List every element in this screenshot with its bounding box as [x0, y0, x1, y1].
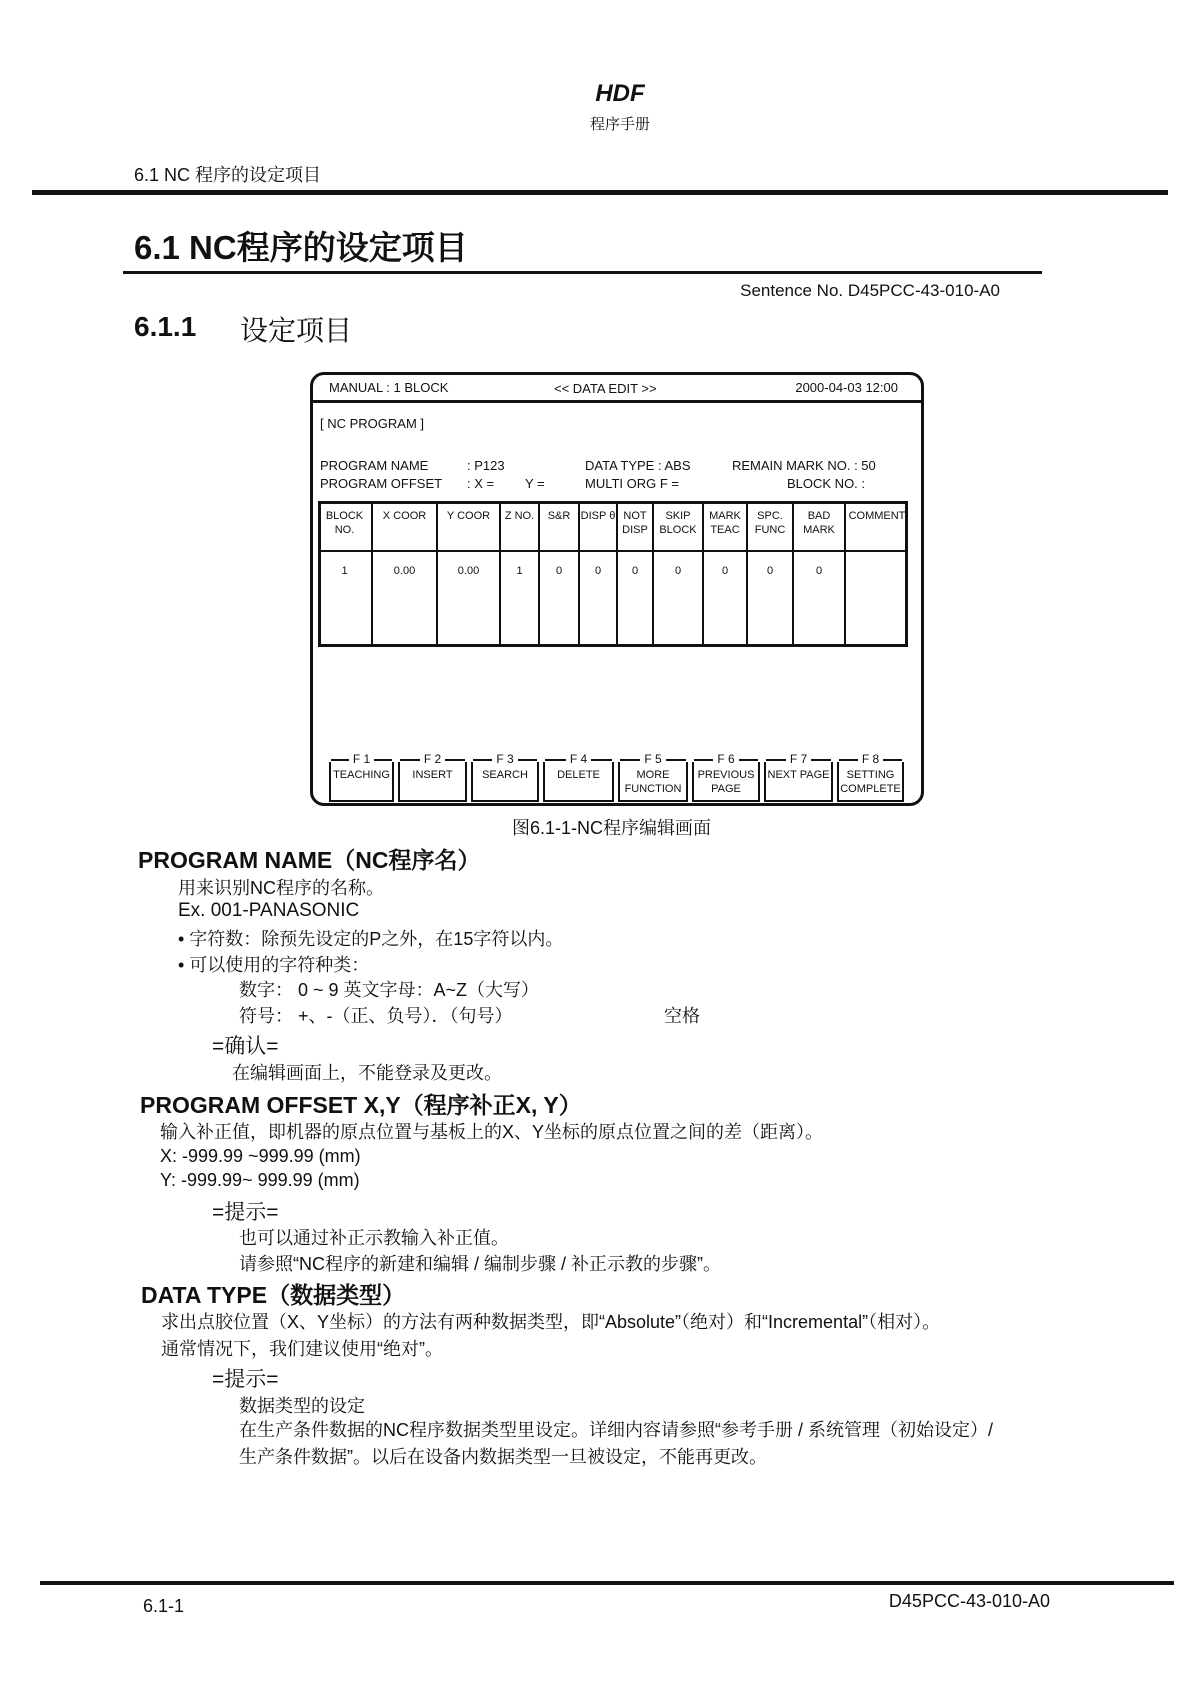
header-rule [32, 190, 1168, 195]
function-key-label: NEXT PAGE [767, 769, 830, 781]
program-name-label: PROGRAM NAME [320, 458, 429, 473]
remain-mark: REMAIN MARK NO. : 50 [732, 458, 876, 473]
table-cell[interactable]: 0.00 [371, 552, 436, 645]
pn-symbols: 符号： +、-（正、负号）．（句号） [239, 1006, 513, 1026]
program-name-value[interactable]: : P123 [467, 458, 505, 473]
function-key-1[interactable] [329, 752, 394, 802]
column-header: SPC. FUNC [746, 503, 792, 550]
data-type-heading: DATA TYPE（数据类型） [141, 1282, 406, 1308]
function-key-label: PREVIOUS PAGE [697, 769, 755, 795]
po-hint-1: 也可以通过补正示教输入补正值。 [239, 1228, 509, 1248]
footer-page: 6.1-1 [143, 1596, 185, 1616]
function-key-number: F 3 [473, 753, 537, 765]
function-key-label: TEACHING [333, 769, 390, 781]
table-cell[interactable]: 1 [499, 552, 538, 645]
table-cell[interactable]: 0 [746, 552, 792, 645]
function-key-label: MORE FUNCTION [624, 769, 682, 795]
column-header: X COOR [371, 503, 436, 550]
column-header: Z NO. [499, 503, 538, 550]
column-header: S&R [538, 503, 578, 550]
table-cell[interactable]: 0 [538, 552, 578, 645]
function-key-label: INSERT [412, 769, 453, 781]
data-type[interactable]: DATA TYPE : ABS [585, 458, 691, 473]
function-key-number: F 7 [766, 753, 831, 765]
program-offset-y[interactable]: Y = [525, 476, 545, 491]
function-key-5[interactable] [618, 752, 688, 802]
pn-example: Ex. 001-PANASONIC [178, 900, 360, 921]
po-desc: 输入补正值，即机器的原点位置与基板上的X、Y坐标的原点位置之间的差（距离）。 [160, 1122, 824, 1142]
function-key-number: F 2 [400, 753, 465, 765]
pn-confirm-text: 在编辑画面上，不能登录及更改。 [232, 1063, 502, 1083]
program-name-heading: PROGRAM NAME（NC程序名） [138, 847, 481, 873]
function-key-number: F 4 [545, 753, 612, 765]
subsection-title: 设定项目 [240, 315, 353, 346]
pn-bullet-count: • 字符数：除预先设定的P之外，在15字符以内。 [178, 929, 564, 949]
function-key-label: DELETE [557, 769, 600, 781]
table-cell[interactable]: 1 [341, 565, 348, 577]
dt-hint-1: 数据类型的设定 [239, 1396, 365, 1416]
manual-subtitle: 程序手册 [589, 116, 650, 133]
dt-hint-heading: =提示= [212, 1368, 279, 1391]
subsection-number: 6.1.1 [134, 311, 197, 342]
function-key-number: F 8 [839, 753, 902, 765]
running-header: 6.1 NC 程序的设定项目 [134, 165, 322, 185]
pn-desc: 用来识别NC程序的名称。 [178, 878, 384, 898]
table-cell[interactable]: 0 [702, 552, 746, 645]
function-key-6[interactable] [692, 752, 760, 802]
dt-desc-1: 求出点胶位置（X、Y坐标）的方法有两种数据类型，即“Absolute”（绝对）和“Incremental”（相对）。 [161, 1312, 941, 1332]
table-cell[interactable]: 0 [792, 552, 844, 645]
footer-doc: D45PCC-43-010-A0 [888, 1591, 1050, 1611]
pn-digits: 数字： 0 ~ 9 英文字母：A~Z（大写） [239, 980, 540, 1000]
function-key-number: F 1 [331, 753, 392, 765]
column-header: MARK TEAC [702, 503, 746, 550]
dt-desc-2: 通常情况下，我们建议使用“绝对”。 [161, 1339, 443, 1359]
screen-datetime: 2000-04-03 12:00 [795, 380, 898, 395]
program-offset-label: PROGRAM OFFSET [320, 476, 443, 491]
column-header: COMMENT [844, 503, 908, 550]
table-cell[interactable]: 0 [578, 552, 616, 645]
table-cell[interactable]: 0 [652, 552, 702, 645]
table-cell[interactable]: 0.00 [436, 552, 499, 645]
function-key-8[interactable] [837, 752, 904, 802]
pn-confirm-heading: =确认= [212, 1035, 279, 1058]
page-title: 6.1 NC程序的设定项目 [134, 229, 468, 266]
program-offset-heading: PROGRAM OFFSET X,Y（程序补正X, Y） [140, 1092, 582, 1118]
function-key-number: F 6 [694, 753, 758, 765]
column-header: BLOCK NO. [325, 510, 364, 536]
figure-caption: 图6.1-1-NC程序编辑画面 [512, 818, 712, 838]
function-key-label: SETTING COMPLETE [840, 769, 901, 795]
sentence-number: Sentence No. D45PCC-43-010-A0 [740, 281, 1000, 300]
column-header: Y COOR [436, 503, 499, 550]
title-rule [123, 271, 1042, 274]
po-x-range: X: -999.99 ~999.99 (mm) [160, 1146, 361, 1166]
table-cell[interactable] [844, 552, 908, 645]
function-key-label: SEARCH [482, 769, 528, 781]
table-cell[interactable]: 0 [616, 552, 652, 645]
function-key-7[interactable] [764, 752, 833, 802]
po-y-range: Y: -999.99~ 999.99 (mm) [160, 1170, 360, 1190]
column-header: DISP θ [578, 503, 616, 550]
function-key-3[interactable] [471, 752, 539, 802]
footer-rule [40, 1581, 1174, 1585]
function-key-number: F 5 [620, 753, 686, 765]
block-no: BLOCK NO. : [787, 476, 866, 491]
function-key-4[interactable] [543, 752, 614, 802]
pn-bullet-types: • 可以使用的字符种类： [178, 955, 370, 975]
program-offset-x[interactable]: : X = [467, 476, 495, 491]
column-header: SKIP BLOCK [652, 503, 702, 550]
screen-view-title: << DATA EDIT >> [554, 381, 657, 396]
dt-hint-3: 生产条件数据”。以后在设备内数据类型一旦被设定，不能再更改。 [239, 1447, 767, 1467]
screen-header-rule [312, 400, 922, 403]
brand: HDF [595, 80, 645, 107]
multi-org[interactable]: MULTI ORG F = [585, 476, 680, 491]
po-hint-heading: =提示= [212, 1201, 279, 1224]
column-header: BAD MARK [792, 503, 844, 550]
screen-section: [ NC PROGRAM ] [320, 416, 425, 431]
function-key-2[interactable] [398, 752, 467, 802]
screen-mode: MANUAL : 1 BLOCK [329, 380, 449, 395]
po-hint-2: 请参照“NC程序的新建和编辑 / 编制步骤 / 补正示教的步骤”。 [239, 1254, 721, 1274]
pn-space: 空格 [664, 1006, 700, 1026]
column-header: NOT DISP [616, 503, 652, 550]
dt-hint-2: 在生产条件数据的NC程序数据类型里设定。详细内容请参照“参考手册 / 系统管理（初始设定）/ [239, 1420, 993, 1440]
